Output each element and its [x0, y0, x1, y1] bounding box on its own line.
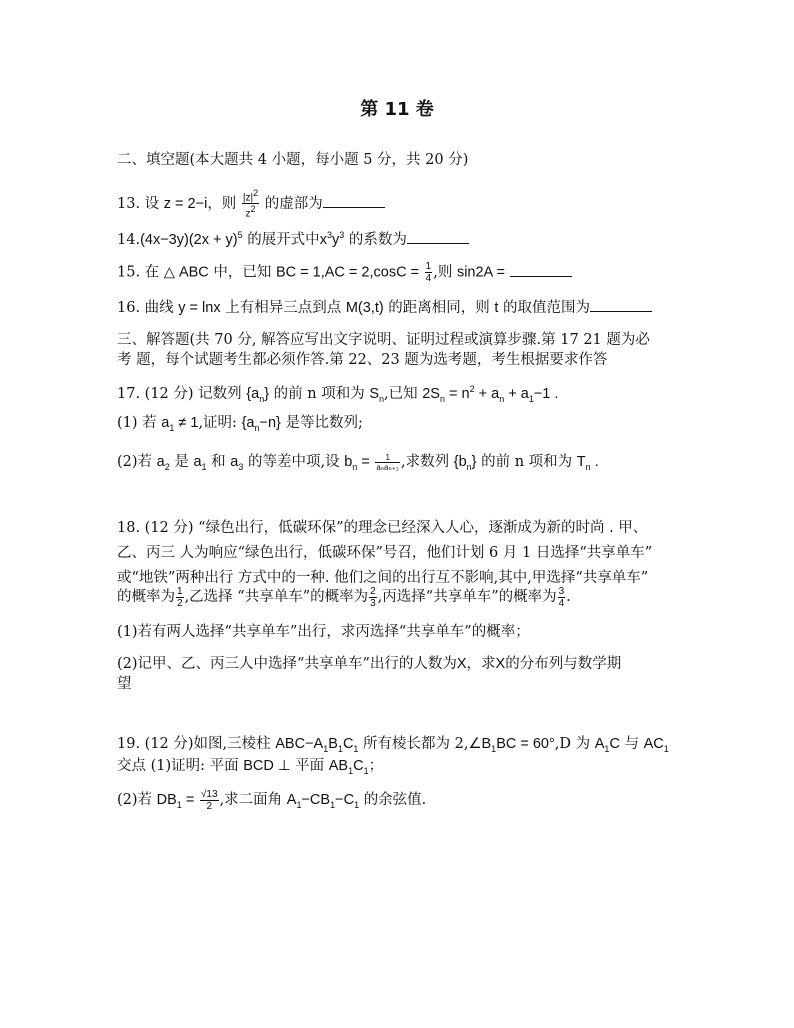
- question-19-part-2: (2)若 $DB_1$ = $\frac{√13}{2}$ ,求二面角 $A_1-CB_1-C_1$ 的余弦值.: [117, 788, 427, 812]
- q13-text: 的虚部为: [264, 195, 323, 212]
- probability-fraction: $\frac{2}{3}$: [370, 585, 376, 609]
- question-13: [117, 188, 385, 220]
- question-18-part-2-cont: 望: [117, 676, 132, 692]
- question-16: 16. 曲线 y = lnx 上有相异三点到点 M(3,t) 的距离相同，则 t 的取值范围为: [117, 297, 652, 318]
- question-14: $14.(4x-3y)(2x + y)^5$ 的展开式中$x^3y^3$ 的系数为: [117, 225, 469, 250]
- section-3-heading-line-2: 考 题，每个试题考生都必须作答.第 22、23 题为选考题，考生根据要求作答: [117, 352, 608, 368]
- question-18-part-2: (2)记甲、乙、丙三人中选择“共享单车”出行的人数为X，求X的分布列与数学期: [117, 656, 622, 672]
- probability-fraction: $\frac{3}{4}$: [558, 585, 565, 609]
- question-17-part-2: (2)若 $a_2$ 是 $a_1$ 和 $a_3$ 的等差中项,设 $b_n$ = $\frac{1}{\text{aₙaₙ₊₂}}$ ,求数列 $\{b_n\}$ 的前 n 项和为 $T_n$ .: [117, 452, 599, 472]
- q17-fraction: $\frac{1}{\text{aₙaₙ₊₂}}$: [376, 452, 400, 472]
- question-18-line-1: 18. (12 分) “绿色出行，低碳环保”的理念已经深入人心，逐渐成为新的时尚 . 甲、: [117, 520, 648, 536]
- section-2-heading: 二、填空题(本大题共 4 小题，每小题 5 分，共 20 分): [117, 152, 469, 168]
- question-17-part-1: (1) 若 $a_1 \ne 1$,证明: $\{a_n-n\}$ 是等比数列;: [117, 415, 363, 433]
- q17-equation: $2S_n = n^2 + a_n + a_1-1$ .: [422, 384, 559, 404]
- question-18-line-3: 或“地铁”两种出行 方式中的一种. 他们之间的出行互不影响,其中,甲选择“共享单车”: [117, 570, 649, 586]
- answer-blank: [510, 262, 572, 277]
- page-title: 第 11 卷: [360, 99, 434, 120]
- q19-fraction: $\frac{√13}{2}$: [200, 788, 218, 812]
- q13-fraction: $\frac{|z|^2}{z^2}$: [242, 188, 259, 220]
- section-3-heading-line-1: 三、解答题(共 70 分, 解答应写出文字说明、证明过程或演算步骤.第 17 21 题为必: [117, 332, 650, 348]
- q14-expr: (4x−3y)(2x + y): [140, 231, 238, 248]
- answer-blank: [323, 193, 385, 208]
- question-19-line-1: 19. (12 分)如图,三棱柱 $ABC-A_1B_1C_1$ 所有棱长都为 $2,\angle B_1BC = 60^\circ,D$ 为 $A_1C$ 与 $AC_1$: [117, 736, 669, 754]
- q13-text: 13. 设: [117, 195, 160, 212]
- question-15: 15. 在 △ ABC 中，已知 BC = 1,AC = 2,cosC = $\frac{1}{4}$ ,则 sin2A =: [117, 261, 572, 284]
- q15-fraction: $\frac{1}{4}$: [425, 261, 432, 284]
- question-18-line-2: 乙、丙三 人为响应“绿色出行，低碳环保”号召，他们计划 6 月 1 日选择“共享单车”: [117, 545, 653, 561]
- q13-text: ，则: [207, 195, 237, 212]
- probability-fraction: $\frac{1}{2}$: [177, 585, 183, 609]
- q13-expr: z = 2−i: [163, 195, 208, 212]
- question-19-line-2: 交点 (1)证明: 平面 BCD ⊥ 平面 $AB_1C_1$；: [117, 758, 384, 776]
- question-18-part-1: (1)若有两人选择“共享单车”出行，求丙选择“共享单车”的概率；: [117, 624, 530, 640]
- question-18-line-4: 的概率为 $\frac{1}{2}$ ,乙选择 “共享单车”的概率为 $\frac{2}{3}$ ,丙选择“共享单车”的概率为 $\frac{3}{4}$ .: [117, 585, 571, 609]
- answer-blank: [590, 297, 652, 312]
- question-17-stem: 17. (12 分) 记数列 $\{a_n\}$ 的前 n 项和为 $S_n$,已知 $2S_n = n^2 + a_n + a_1-1$ .: [117, 384, 559, 404]
- answer-blank: [407, 229, 469, 244]
